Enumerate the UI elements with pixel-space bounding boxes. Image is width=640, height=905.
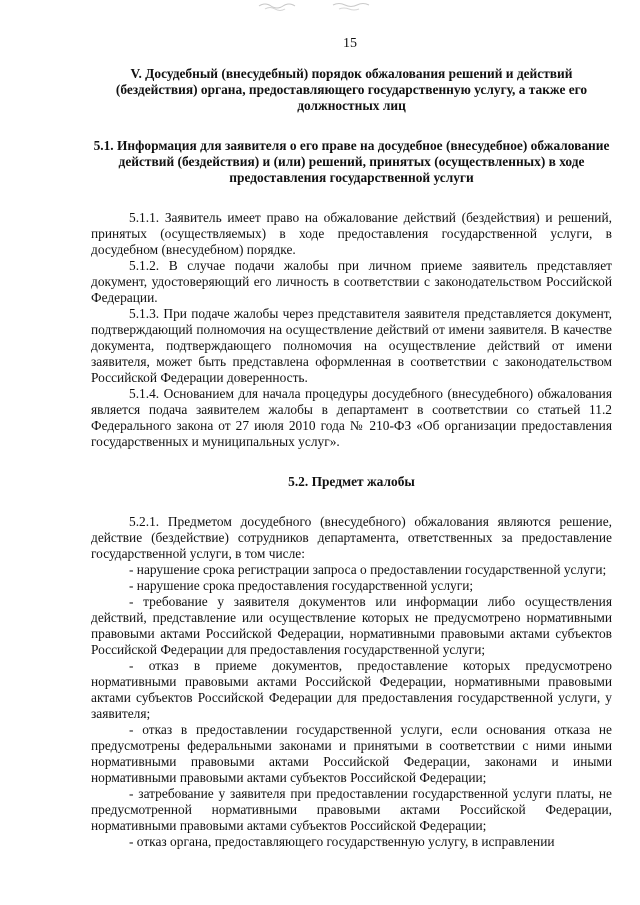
section-5-2-heading: 5.2. Предмет жалобы [288,474,415,489]
list-item: - отказ органа, предоставляющего государственную услугу, в исправлении [129,834,555,849]
document-body [91,66,612,850]
paragraph-5-1-1: 5.1.1. Заявитель имеет право на обжалование действий (бездействия) и решений, принятых (осуществляемых) в ходе предоставления государственной услуги, в досудебном (внесудебном) порядке. [91,210,612,257]
list-item: - требование у заявителя документов или информации либо осуществления действий, представление или осуществление которых не предусмотрено нормативными правовыми актами Российской Федерации, нормативными правовыми актами субъектов Российской Федерации для предоставления государственной услуги; [91,594,612,657]
paragraph-5-1-3: 5.1.3. При подаче жалобы через представителя заявителя представляется документ, подтверждающий полномочия на осуществление действий от имени заявителя. В качестве документа, подтверждающего полномочия на осуществление действий от имени заявителя, может быть представлена оформленная в соответствии с законодательством Российской Федерации доверенность. [91,306,612,385]
paragraph-5-2-1: 5.2.1. Предметом досудебного (внесудебного) обжалования являются решение, действие (бездействие) сотрудников департамента, ответственных за предоставление государственной услуги, в том числе: [91,514,612,561]
list-item: - отказ в приеме документов, предоставление которых предусмотрено нормативными правовыми актами Российской Федерации, нормативными правовыми актами субъектов Российской Федерации для предоставления государственной услуги, у заявителя; [91,658,612,721]
section-5-heading: V. Досудебный (внесудебный) порядок обжалования решений и действий (бездействия) органа, предоставляющего государственную услугу, а также его должностных лиц [115,66,588,113]
list-item: - нарушение срока регистрации запроса о предоставлении государственной услуги; [129,562,607,577]
list-item: - отказ в предоставлении государственной услуги, если основания отказа не предусмотрены федеральными законами и принятыми в соответствии с ними иными нормативными правовыми актами Российской Федерации, законами и иными нормативными правовыми актами субъектов Российской Федерации; [91,722,612,785]
faded-stamp-mark [255,0,385,14]
page-number: 15 [343,36,357,51]
list-item: - затребование у заявителя при предоставлении государственной услуги платы, не предусмотренной нормативными правовыми актами Российской Федерации, нормативными правовыми актами субъектов Российской Федерации; [91,786,612,833]
paragraph-5-1-2: 5.1.2. В случае подачи жалобы при личном приеме заявитель представляет документ, удостоверяющий его личность в соответствии с законодательством Российской Федерации. [91,258,612,305]
paragraph-5-1-4: 5.1.4. Основанием для начала процедуры досудебного (внесудебного) обжалования является подача заявителем жалобы в департамент в соответствии со статьей 11.2 Федерального закона от 27 июля 2010 года № 210-ФЗ «Об организации предоставления государственных и муниципальных услуг». [91,386,612,449]
section-5-1-heading: 5.1. Информация для заявителя о его праве на досудебное (внесудебное) обжалование действий (бездействия) и (или) решений, принятых (осуществленных) в ходе предоставления государственной услуги [93,138,610,185]
list-item: - нарушение срока предоставления государственной услуги; [129,578,474,593]
